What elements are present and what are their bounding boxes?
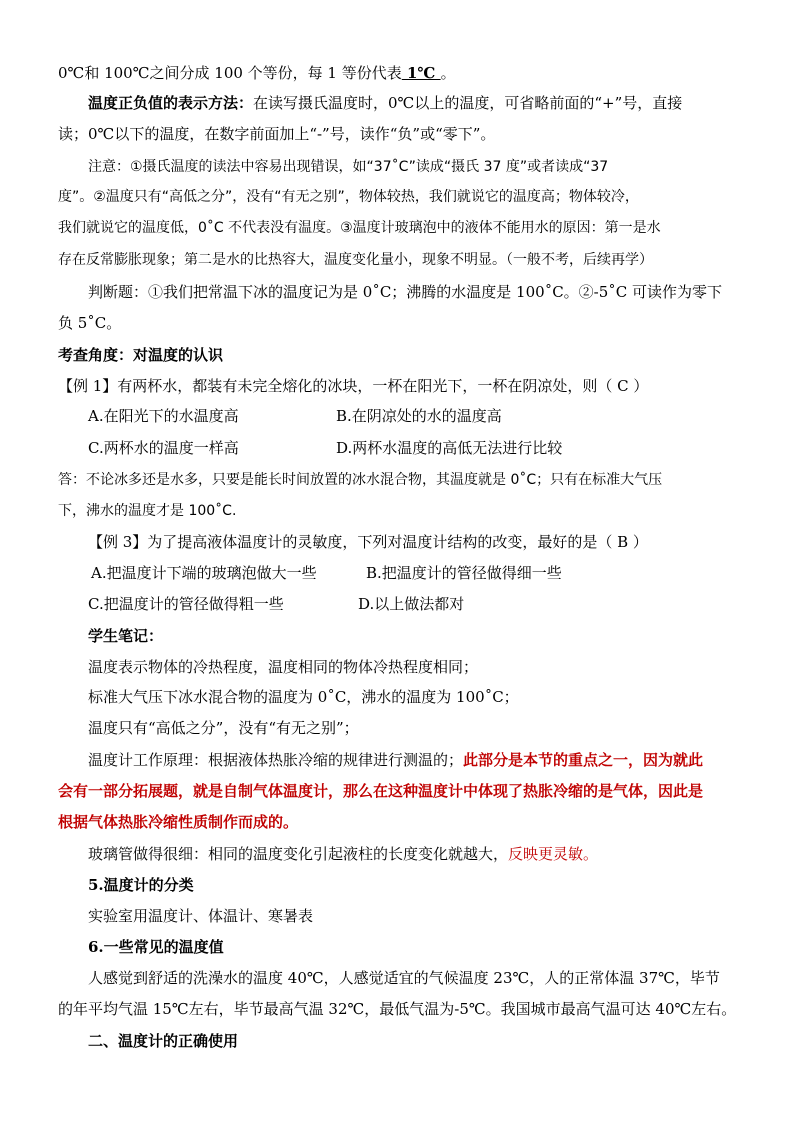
note-line-3: 我们就说它的温度低，0˚C 不代表没有温度。③温度计玻璃泡中的液体不能用水的原因：第一是水 [58, 220, 661, 236]
note-line-1: 注意：①摄氏温度的读法中容易出现错误，如“37˚C”读成“摄氏 37 度”或者读成“37 [88, 159, 609, 175]
judge-line-1: 判断题：①我们把常温下冰的温度记为是 0˚C；沸腾的水温度是 100˚C。②-5˚C 可读作为零下 [88, 283, 723, 301]
option-b: B.在阴凉处的水的温度高 [336, 407, 502, 425]
text-line-2: 温度正负值的表示方法：在读写摄氏温度时，0℃以上的温度，可省略前面的“+”号，直接 [88, 94, 683, 112]
emphasis-text: 此部分是本节的重点之一，因为就此 [463, 751, 704, 769]
section-6-content-2: 的年平均气温 15℃左右，毕节最高气温 32℃，最低气温为-5℃。我国城市最高气温可达 40℃左右。 [58, 1000, 737, 1018]
answer-line-2: 下，沸水的温度才是 100˚C. [58, 503, 237, 519]
option-a: A.在阳光下的水温度高 [88, 407, 239, 425]
text-line-1: 0℃和 100℃之间分成 100 个等份，每 1 等份代表 1℃ 。 [58, 64, 456, 82]
section-6-heading: 6.一些常见的温度值 [88, 938, 224, 956]
judge-line-2: 负 5˚C。 [58, 314, 122, 332]
text-line-3: 读；0℃以下的温度，在数字前面加上“-”号，读作“负”或“零下”。 [58, 125, 496, 143]
note-item-2: 标准大气压下冰水混合物的温度为 0˚C，沸水的温度为 100˚C； [88, 688, 519, 706]
glass-tube-line: 玻璃管做得很细：相同的温度变化引起液柱的长度变化就越大，反映更灵敏。 [88, 845, 599, 863]
section-5-content: 实验室用温度计、体温计、寒暑表 [88, 907, 314, 925]
part-2-heading: 二、温度计的正确使用 [88, 1032, 239, 1050]
principle-line-3: 根据气体热胀冷缩性质制作而成的。 [58, 813, 299, 831]
option-c: C.把温度计的管径做得粗一些 [88, 595, 284, 613]
principle-line-1: 温度计工作原理：根据液体热胀冷缩的规律进行测温的；此部分是本节的重点之一，因为就此 [88, 751, 704, 769]
section-heading-inline: 温度正负值的表示方法： [88, 94, 254, 112]
note-line-4: 存在反常膨胀现象；第二是水的比热容大，温度变化量小，现象不明显。（一般不考，后续再学） [58, 252, 653, 268]
example-3-question: 【例 3】为了提高液体温度计的灵敏度，下列对温度计结构的改变，最好的是（ B ） [88, 533, 648, 551]
exam-angle-heading: 考查角度：对温度的认识 [58, 346, 224, 364]
note-line-2: 度”。②温度只有“高低之分”，没有“有无之别”，物体较热，我们就说它的温度高；物体较冷， [58, 189, 639, 205]
option-d: D.以上做法都对 [358, 595, 465, 613]
student-notes-heading: 学生笔记： [88, 627, 164, 645]
principle-line-2: 会有一部分拓展题，就是自制气体温度计，那么在这种温度计中体现了热胀冷缩的是气体，因此是 [58, 782, 704, 800]
option-b: B.把温度计的管径做得细一些 [366, 564, 562, 582]
example-1-question: 【例 1】有两杯水，都装有未完全熔化的冰块，一杯在阳光下，一杯在阴凉处，则（ C ） [58, 377, 649, 395]
emphasis-text: 反映更灵敏。 [508, 845, 599, 863]
section-6-content-1: 人感觉到舒适的洗澡水的温度 40℃，人感觉适宜的气候温度 23℃，人的正常体温 37℃，毕节 [88, 969, 720, 987]
note-item-3: 温度只有“高低之分”，没有“有无之别”； [88, 719, 359, 737]
answer-line-1: 答：不论冰多还是水多，只要是能长时间放置的冰水混合物，其温度就是 0˚C；只有在标准大气压 [58, 472, 663, 488]
section-5-heading: 5.温度计的分类 [88, 876, 194, 894]
note-item-1: 温度表示物体的冷热程度，温度相同的物体冷热程度相同； [88, 658, 479, 676]
option-a: A.把温度计下端的玻璃泡做大一些 [91, 564, 317, 582]
option-c: C.两杯水的温度一样高 [88, 439, 239, 457]
option-d: D.两杯水温度的高低无法进行比较 [336, 439, 563, 457]
fill-blank-answer: 1℃ [401, 64, 441, 82]
